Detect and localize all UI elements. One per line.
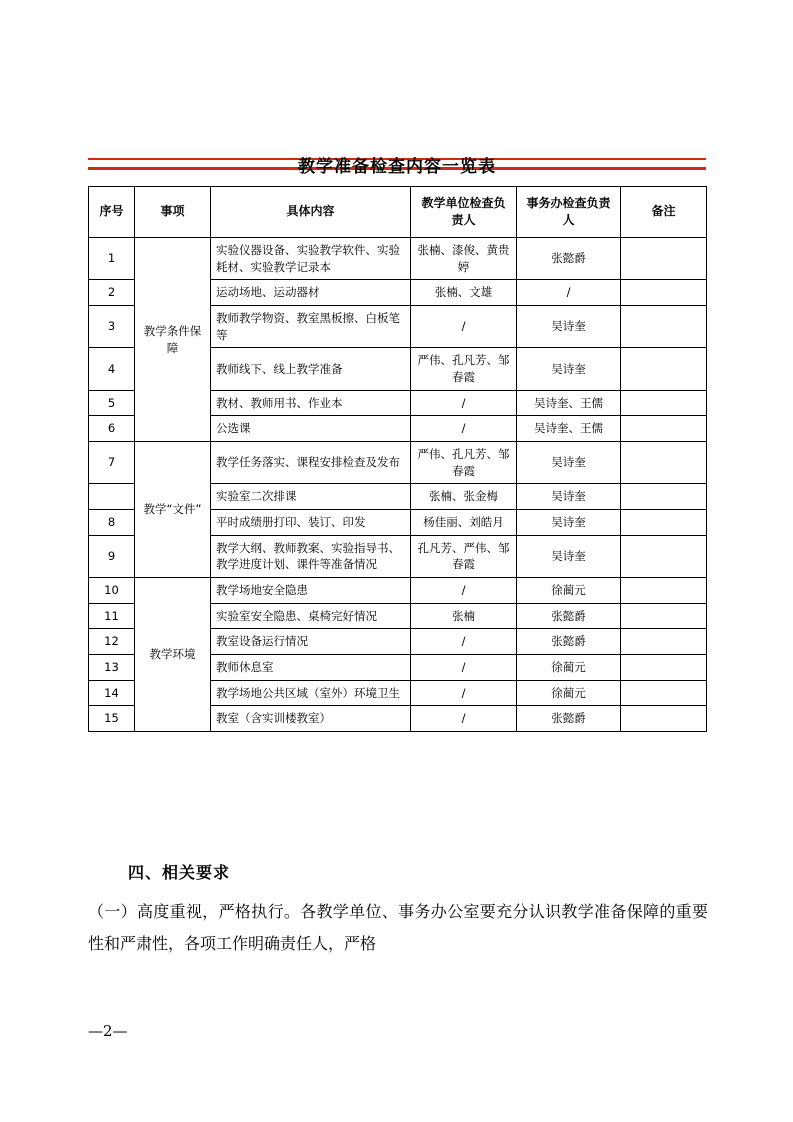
table-body [89,238,707,732]
cell-unit-owner: / [411,578,517,604]
cell-unit-owner: / [411,706,517,732]
cell-category: 教学条件保障 [135,238,211,442]
cell-detail: 教师休息室 [211,655,411,681]
cell-unit-owner: 严伟、孔凡芳、邹春霞 [411,348,517,390]
cell-detail: 教学场地安全隐患 [211,578,411,604]
cell-num: 14 [89,680,135,706]
cell-category: 教学“文件” [135,442,211,578]
cell-office-owner: 吴诗奎 [517,306,621,348]
cell-num: 6 [89,416,135,442]
cell-office-owner: / [517,280,621,306]
cell-unit-owner: 张楠 [411,603,517,629]
cell-detail: 教师线下、线上教学准备 [211,348,411,390]
cell-unit-owner: / [411,416,517,442]
cell-num: 7 [89,442,135,484]
inspection-table [88,186,707,732]
cell-detail: 教室（含实训楼教室） [211,706,411,732]
cell-office-owner: 张懿爵 [517,238,621,280]
cell-num: 8 [89,510,135,536]
cell-office-owner: 徐蔺元 [517,680,621,706]
cell-detail: 教学场地公共区域（室外）环境卫生 [211,680,411,706]
cell-unit-owner: 杨佳丽、刘皓月 [411,510,517,536]
cell-detail: 教材、教师用书、作业本 [211,390,411,416]
cell-unit-owner: / [411,629,517,655]
cell-num: 15 [89,706,135,732]
cell-office-owner: 吴诗奎 [517,484,621,510]
cell-note [621,578,707,604]
cell-unit-owner: 张楠、漆俊、黄贵婷 [411,238,517,280]
cell-office-owner: 徐蔺元 [517,578,621,604]
column-header-category: 事项 [135,187,211,238]
cell-category: 教学环境 [135,578,211,732]
cell-detail: 公选课 [211,416,411,442]
cell-office-owner: 吴诗奎、王儒 [517,416,621,442]
column-header-office-owner: 事务办检查负责人 [517,187,621,238]
table-row [89,238,707,280]
column-header-detail: 具体内容 [211,187,411,238]
cell-detail: 教学任务落实、课程安排检查及发布 [211,442,411,484]
cell-note [621,484,707,510]
cell-num: 5 [89,390,135,416]
cell-note [621,390,707,416]
column-header-unit-owner: 教学单位检查负责人 [411,187,517,238]
table-header-row [89,187,707,238]
page-title: 教学准备检查内容一览表 [298,157,496,177]
cell-office-owner: 吴诗奎 [517,442,621,484]
cell-office-owner: 吴诗奎 [517,535,621,577]
cell-unit-owner: / [411,390,517,416]
cell-num: 2 [89,280,135,306]
cell-num: 9 [89,535,135,577]
cell-unit-owner: 孔凡芳、严伟、邹春霞 [411,535,517,577]
cell-office-owner: 张懿爵 [517,603,621,629]
cell-office-owner: 张懿爵 [517,706,621,732]
cell-note [621,706,707,732]
cell-office-owner: 吴诗奎 [517,510,621,536]
body-paragraph: （一）高度重视，严格执行。各教学单位、事务办公室要充分认识教学准备保障的重要性和严肃性，各项工作明确责任人，严格 [88,902,708,953]
cell-note [621,348,707,390]
cell-note [621,655,707,681]
cell-office-owner: 徐蔺元 [517,655,621,681]
column-header-note: 备注 [621,187,707,238]
cell-office-owner: 张懿爵 [517,629,621,655]
cell-detail: 平时成绩册打印、装订、印发 [211,510,411,536]
table-row [89,578,707,604]
cell-num: 12 [89,629,135,655]
cell-detail: 教师教学物资、教室黑板擦、白板笔等 [211,306,411,348]
cell-num: 10 [89,578,135,604]
column-header-num: 序号 [89,187,135,238]
cell-detail: 实验仪器设备、实验教学软件、实验耗材、实验教学记录本 [211,238,411,280]
cell-note [621,680,707,706]
page-number: —2— [88,1022,128,1040]
cell-num: 3 [89,306,135,348]
cell-unit-owner: / [411,306,517,348]
cell-num: 13 [89,655,135,681]
cell-num: 4 [89,348,135,390]
cell-unit-owner: / [411,680,517,706]
cell-note [621,306,707,348]
cell-unit-owner: / [411,655,517,681]
cell-detail: 运动场地、运动器材 [211,280,411,306]
section-heading: 四、相关要求 [128,863,231,882]
cell-note [621,510,707,536]
cell-note [621,603,707,629]
cell-note [621,535,707,577]
cell-note [621,442,707,484]
cell-num [89,484,135,510]
cell-unit-owner: 张楠、文雄 [411,280,517,306]
cell-detail: 实验室安全隐患、桌椅完好情况 [211,603,411,629]
cell-unit-owner: 严伟、孔凡芳、邹春霞 [411,442,517,484]
cell-unit-owner: 张楠、张金梅 [411,484,517,510]
cell-num: 11 [89,603,135,629]
cell-detail: 实验室二次排课 [211,484,411,510]
cell-office-owner: 吴诗奎 [517,348,621,390]
cell-detail: 教室设备运行情况 [211,629,411,655]
cell-detail: 教学大纲、教师教案、实验指导书、教学进度计划、课件等准备情况 [211,535,411,577]
cell-note [621,629,707,655]
cell-note [621,238,707,280]
cell-num: 1 [89,238,135,280]
table-row [89,442,707,484]
cell-office-owner: 吴诗奎、王儒 [517,390,621,416]
cell-note [621,280,707,306]
cell-note [621,416,707,442]
